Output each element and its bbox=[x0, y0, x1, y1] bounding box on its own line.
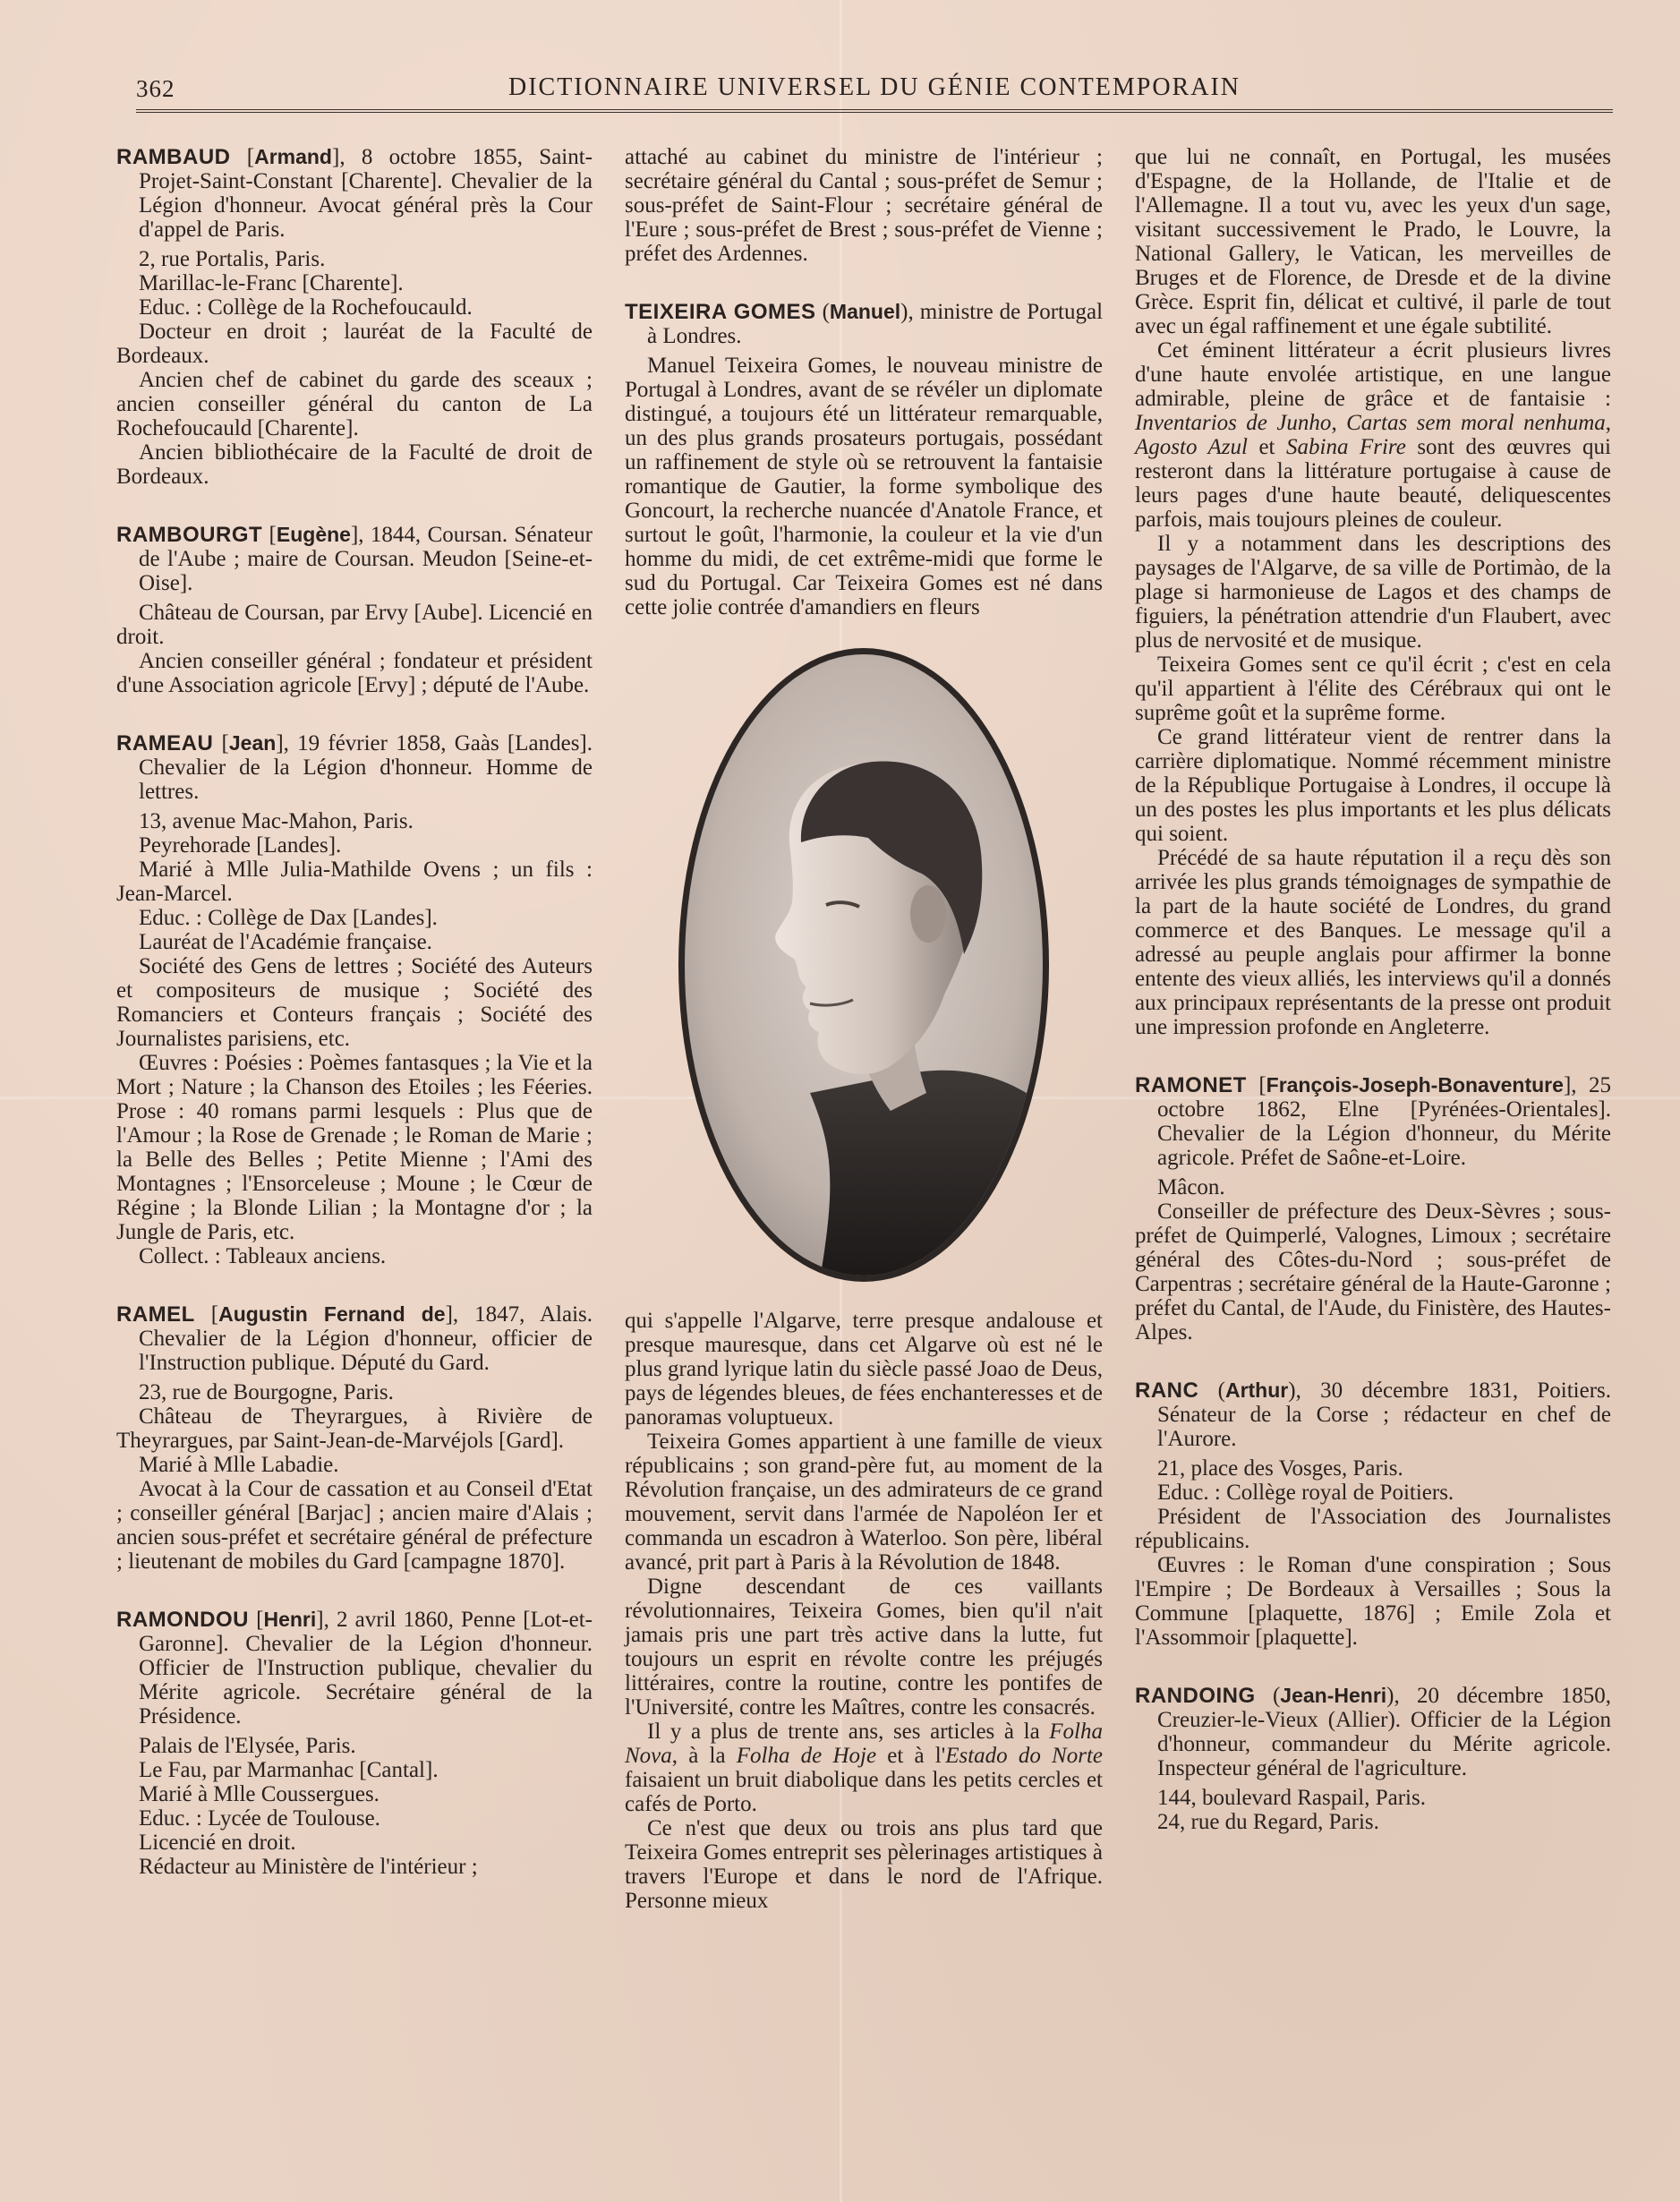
page-number: 362 bbox=[136, 75, 175, 102]
book-title: Sabina Frire bbox=[1286, 435, 1406, 459]
column-right bbox=[1135, 145, 1611, 1868]
entry-given-name: Augustin Fernand de bbox=[218, 1302, 446, 1326]
entry-heading: RAMBAUD [Armand], 8 octobre 1855, Saint-Projet-Saint-Constant [Charente]. Chevalier de la Légion d'honneur. Avocat général près la Cour d'appel de Paris. bbox=[116, 145, 593, 242]
text-run: sont des œuvres qui resteront dans la littérature portugaise à cause de leurs pages d'une haute beauté, deliquescentes parfois, mais toujours pleines de couleur. bbox=[1135, 435, 1611, 532]
text-run: Il y a plus de trente ans, ses articles à la bbox=[647, 1720, 1050, 1744]
entry-paragraph: Mâcon. bbox=[1157, 1175, 1225, 1199]
entry-teixeira-gomes bbox=[625, 300, 1103, 1296]
entry-name: RAMEAU bbox=[116, 731, 214, 755]
entry-paragraph: 144, boulevard Raspail, Paris. bbox=[1157, 1786, 1426, 1810]
running-title: DICTIONNAIRE UNIVERSEL DU GÉNIE CONTEMPORAIN bbox=[507, 73, 1241, 101]
entry-paragraph: Lauréat de l'Académie française. bbox=[139, 930, 432, 954]
entry-paragraph: Docteur en droit ; lauréat de la Faculté de Bordeaux. bbox=[116, 320, 593, 368]
entry-summary: , 1844, Coursan. Sénateur de l'Aube ; maire de Coursan. Meudon [Seine-et-Oise]. bbox=[139, 523, 593, 595]
entry-heading: RANDOING (Jean-Henri), 20 décembre 1850, Creuzier-le-Vieux (Allier). Officier de la Légion d'honneur, commandeur du Mérite agricole. Inspecteur général de l'agriculture. bbox=[1135, 1684, 1612, 1780]
entry-heading: RANC (Arthur), 30 décembre 1831, Poitiers. Sénateur de la Corse ; rédacteur en chef de l'Aurore. bbox=[1135, 1378, 1611, 1451]
entry-paragraph: Société des Gens de lettres ; Société des Auteurs et compositeurs de musique ; Société des Romanciers et Conteurs français ; Société des Journalistes parisiens, etc. bbox=[116, 954, 593, 1051]
entry-paragraph: Il y a notamment dans les descriptions des paysages de l'Algarve, de sa ville de Portimào, de la plage si harmonieuse de Lagos et des champs de figuiers, la pénétration attendrie d'un Flaubert, avec plus de nervosité et de musique. bbox=[1135, 532, 1611, 653]
entry-ramondou bbox=[116, 1608, 593, 1879]
entry-paragraph: Marié à Mlle Coussergues. bbox=[139, 1782, 379, 1806]
entry-name: RAMBAUD bbox=[116, 145, 231, 169]
entry-given-name: Armand bbox=[254, 145, 332, 168]
entry-given-name: Arthur bbox=[1224, 1378, 1289, 1402]
entry-paragraph: Ancien conseiller général ; fondateur et président d'une Association agricole [Ervy] ; député de l'Aube. bbox=[116, 649, 593, 697]
entry-paragraph: Palais de l'Elysée, Paris. bbox=[139, 1734, 356, 1758]
column-middle bbox=[625, 145, 1103, 1947]
entry-paragraph: Ce n'est que deux ou trois ans plus tard que Teixeira Gomes entreprit ses pèlerinages artistiques à travers l'Europe et dans le nord de l'Afrique. Personne mieux bbox=[625, 1816, 1103, 1913]
entry-paragraph: Digne descendant de ces vaillants révolutionnaires, Teixeira Gomes, bien qu'il n'ait jamais pris une part très active dans la lutte, fut toujours un esprit en révolte contre les préjugés littéraires, contre la routine, contre les pontifes de l'Université, contre les Maîtres, contre les consacrés. bbox=[625, 1575, 1103, 1720]
entry-given-name: Jean-Henri bbox=[1280, 1684, 1387, 1707]
entry-paragraph: 23, rue de Bourgogne, Paris. bbox=[139, 1380, 394, 1404]
entry-paragraph: Marié à Mlle Julia-Mathilde Ovens ; un fils : Jean-Marcel. bbox=[116, 858, 593, 906]
entry-heading: TEIXEIRA GOMES (Manuel), ministre de Portugal à Londres. bbox=[625, 300, 1104, 348]
entry-heading: RAMEAU [Jean], 19 février 1858, Gaàs [Landes]. Chevalier de la Légion d'honneur. Homme de lettres. bbox=[116, 731, 593, 804]
entry-paragraph: Educ. : Collège royal de Poitiers. bbox=[1157, 1481, 1454, 1505]
entry-paragraph: Licencié en droit. bbox=[139, 1831, 296, 1855]
coat-shape bbox=[810, 1071, 1052, 1284]
text-run: et bbox=[1247, 435, 1287, 459]
entry-paragraph: Œuvres : Poésies : Poèmes fantasques ; la Vie et la Mort ; Nature ; la Chanson des Etoiles ; les Féeries. Prose : 40 romans parmi lesquels : Plus que de l'Amour ; la Rose de Grenade ; le Roman de Marie ; la Belle des Belles ; Petite Mienne ; l'Ami des Montagnes ; l'Ensorceleuse ; Moune ; le Cœur de Régine ; la Blonde Lilian ; la Montagne d'or ; la Jungle de Paris, etc. bbox=[116, 1051, 593, 1244]
entry-name: TEIXEIRA GOMES bbox=[625, 300, 816, 324]
column-left bbox=[116, 145, 593, 1913]
entry-name: RAMEL bbox=[116, 1302, 195, 1327]
entry-name: RAMBOURGT bbox=[116, 523, 263, 547]
entry-paragraph: Educ. : Collège de Dax [Landes]. bbox=[139, 906, 438, 930]
entry-summary: , ministre de Portugal à Londres. bbox=[647, 300, 1104, 348]
entry-paragraph: Peyrehorade [Landes]. bbox=[139, 833, 342, 858]
entry-paragraph: qui s'appelle l'Algarve, terre presque andalouse et presque mauresque, dans cet Algarve où est né le plus grand lyrique latin du siècle passé Joao de Deus, pays de légendes bleues, de fées enchanteresses et de panoramas voluptueux. bbox=[625, 1309, 1103, 1430]
entry-given-name: Henri bbox=[263, 1608, 317, 1631]
entry-name: RAMONDOU bbox=[116, 1608, 249, 1632]
header-rule bbox=[136, 109, 1613, 113]
book-title: Cartas sem moral nenhuma bbox=[1346, 411, 1606, 435]
entry-paragraph: Teixeira Gomes appartient à une famille de vieux républicains ; son grand-père fut, au moment de la Révolution française, un des admirateurs de ce grand mouvement, servit dans l'armée de Napoléon Ier et commanda un escadron à Waterloo. Son père, libéral avancé, prit part à Paris à la Révolution de 1848. bbox=[625, 1430, 1103, 1575]
entry-paragraph: Œuvres : le Roman d'une conspiration ; Sous l'Empire ; De Bordeaux à Versailles ; Sous la Commune [plaquette, 1876] ; Emile Zola et l'Assommoir [plaquette]. bbox=[1135, 1553, 1611, 1650]
entry-rameau bbox=[116, 731, 593, 1268]
text-run: faisaient un bruit diabolique dans les petits cercles et cafés de Porto. bbox=[625, 1768, 1103, 1816]
entry-paragraph: Marillac-le-Franc [Charente]. bbox=[139, 271, 404, 295]
entry-summary: , 30 décembre 1831, Poitiers. Sénateur de la Corse ; rédacteur en chef de l'Aurore. bbox=[1157, 1378, 1611, 1451]
entry-paragraph: 13, avenue Mac-Mahon, Paris. bbox=[139, 809, 414, 833]
entry-paragraph: Ce grand littérateur vient de rentrer dans la carrière diplomatique. Nommé récemment ministre de la République Portugaise à Londres, il occupe là un des postes les plus importants et les plus délicats qui soient. bbox=[1135, 725, 1611, 846]
entry-paragraph: Château de Coursan, par Ervy [Aube]. Licencié en droit. bbox=[116, 601, 593, 649]
entry-paragraph: Président de l'Association des Journalistes républicains. bbox=[1135, 1505, 1611, 1553]
entry-ramel bbox=[116, 1302, 593, 1574]
entry-ramondou-continued bbox=[625, 145, 1103, 266]
entry-paragraph: Précédé de sa haute réputation il a reçu dès son arrivée les plus grands témoignages de sympathie de la part de la haute société de Londres, du grand commerce et des Banques. Le message qu'il a adressé au peuple anglais pour affirmer la bonne entente des vieux alliés, les interviews qu'il a donnés aux principaux représentants de la presse ont produit une impression profonde en Angleterre. bbox=[1135, 846, 1611, 1039]
entry-paragraph: Conseiller de préfecture des Deux-Sèvres ; sous-préfet de Quimperlé, Valognes, Limoux ; secrétaire général des Côtes-du-Nord ; sous-préfet de Carpentras ; secrétaire général de la Haute-Garonne ; préfet du Cantal, de l'Aude, du Finistère, des Hautes-Alpes. bbox=[1135, 1199, 1611, 1344]
entry-name: RANC bbox=[1135, 1378, 1199, 1403]
entry-rambaud bbox=[116, 145, 593, 489]
newspaper-title: Folha de Hoje bbox=[736, 1744, 877, 1768]
entry-paragraph: 2, rue Portalis, Paris. bbox=[139, 247, 326, 271]
entry-heading: RAMONDOU [Henri], 2 avril 1860, Penne [Lot-et-Garonne]. Chevalier de la Légion d'honneur. Officier de l'Instruction publique, chevalier du Mérite agricole. Secrétaire général de la Présidence. bbox=[116, 1608, 593, 1728]
entry-paragraph: Ancien chef de cabinet du garde des sceaux ; ancien conseiller général du canton de La Rochefoucauld [Charente]. bbox=[116, 368, 593, 440]
text-run: , bbox=[1331, 411, 1347, 435]
entry-teixeira-continued bbox=[625, 1309, 1103, 1913]
text-run: et à l' bbox=[876, 1744, 946, 1768]
entry-heading: RAMEL [Augustin Fernand de], 1847, Alais. Chevalier de la Légion d'honneur, officier de l'Instruction publique. Député du Gard. bbox=[116, 1302, 593, 1375]
entry-heading: RAMBOURGT [Eugène], 1844, Coursan. Sénateur de l'Aube ; maire de Coursan. Meudon [Seine-et-Oise]. bbox=[116, 523, 593, 595]
entry-paragraph: que lui ne connaît, en Portugal, les musées d'Espagne, de la Hollande, de l'Italie et de l'Allemagne. Il a tout vu, avec les yeux d'un sage, visitant successivement le Prado, le Louvre, la National Gallery, le Vatican, les merveilles de Bruges et de Florence, de Dresde et de la divine Grèce. Esprit fin, délicat et cultivé, il parle de tout avec un égal raffinement et une égale subtilité. bbox=[1135, 145, 1611, 338]
entry-paragraph: Marié à Mlle Labadie. bbox=[139, 1453, 339, 1477]
text-run: Cet éminent littérateur a écrit plusieurs livres d'une haute envolée artistique, en une langue admirable, pleine de grâce et de fantaisie : bbox=[1135, 338, 1611, 411]
entry-summary: , 2 avril 1860, Penne [Lot-et-Garonne]. Chevalier de la Légion d'honneur. Officier de l'Instruction publique, chevalier du Mérite agricole. Secrétaire général de la Présidence. bbox=[139, 1608, 593, 1728]
entry-rambourgt bbox=[116, 523, 593, 697]
entry-summary: , 19 février 1858, Gaàs [Landes]. Chevalier de la Légion d'honneur. Homme de lettres. bbox=[139, 731, 593, 804]
entry-paragraph: Teixeira Gomes sent ce qu'il écrit ; c'est en cela qu'il appartient à l'élite des Cérébraux qui ont le suprême goût et la suprême forme. bbox=[1135, 653, 1611, 725]
entry-paragraph bbox=[1135, 338, 1611, 532]
entry-paragraph: attaché au cabinet du ministre de l'intérieur ; secrétaire général du Cantal ; sous-préfet de Semur ; sous-préfet de Saint-Flour ; secrétaire général de l'Eure ; sous-préfet de Brest ; sous-préfet de Vienne ; préfet des Ardennes. bbox=[625, 145, 1103, 266]
entry-paragraph: Rédacteur au Ministère de l'intérieur ; bbox=[139, 1855, 478, 1879]
entry-paragraph: Avocat à la Cour de cassation et au Conseil d'Etat ; conseiller général [Barjac] ; ancien maire d'Alais ; ancien sous-préfet et secrétaire général de préfecture ; lieutenant de mobiles du Gard [campagne 1870]. bbox=[116, 1477, 593, 1574]
text-run: , à la bbox=[671, 1744, 737, 1768]
portrait-photo bbox=[676, 645, 1052, 1284]
entry-randoing bbox=[1135, 1684, 1611, 1834]
entry-summary: , 1847, Alais. Chevalier de la Légion d'honneur, officier de l'Instruction publique. Député du Gard. bbox=[139, 1302, 593, 1375]
entry-teixeira-continued-2 bbox=[1135, 145, 1611, 1039]
entry-paragraph: Manuel Teixeira Gomes, le nouveau ministre de Portugal à Londres, avant de se révéler un diplomate distingué, a toujours été un littérateur remarquable, un des plus grands prosateurs portugais, possédant un raffinement de style où se retrouvent la fantaisie romantique de Gautier, la forme symbolique des Goncourt, la recherche nuancée d'Anatole France, et surtout le goût, l'harmonie, la couleur et la vie d'un homme du midi, de cet extrême-midi que forme le sud du Portugal. Car Teixeira Gomes est né dans cette jolie contrée d'amandiers en fleurs bbox=[625, 354, 1103, 619]
entry-heading: RAMONET [François-Joseph-Bonaventure], 25 octobre 1862, Elne [Pyrénées-Orientales]. Chevalier de la Légion d'honneur, du Mérite agricole. Préfet de Saône-et-Loire. bbox=[1135, 1073, 1611, 1170]
entry-summary: , 8 octobre 1855, Saint-Projet-Saint-Constant [Charente]. Chevalier de la Légion d'honneur. Avocat général près la Cour d'appel de Paris. bbox=[139, 145, 593, 242]
entry-name: RANDOING bbox=[1135, 1684, 1256, 1708]
entry-summary: , 25 octobre 1862, Elne [Pyrénées-Orientales]. Chevalier de la Légion d'honneur, du Mérite agricole. Préfet de Saône-et-Loire. bbox=[1157, 1073, 1611, 1170]
entry-paragraph: 21, place des Vosges, Paris. bbox=[1157, 1456, 1403, 1481]
entry-paragraph: Ancien bibliothécaire de la Faculté de droit de Bordeaux. bbox=[116, 440, 593, 489]
entry-ramonet bbox=[1135, 1073, 1611, 1344]
entry-paragraph: Collect. : Tableaux anciens. bbox=[139, 1244, 387, 1268]
entry-paragraph: 24, rue du Regard, Paris. bbox=[1157, 1810, 1379, 1834]
newspaper-title: Estado do Norte bbox=[945, 1744, 1103, 1768]
entry-summary: , 20 décembre 1850, Creuzier-le-Vieux (Allier). Officier de la Légion d'honneur, commandeur du Mérite agricole. Inspecteur général de l'agriculture. bbox=[1157, 1684, 1612, 1780]
book-title: Inventarios de Junho bbox=[1135, 411, 1332, 435]
book-title: Agosto Azul bbox=[1135, 435, 1248, 459]
portrait-frame bbox=[625, 634, 1103, 1296]
entry-given-name: François-Joseph-Bonaventure bbox=[1266, 1073, 1564, 1097]
text-run: , bbox=[1605, 411, 1612, 435]
page-header bbox=[136, 72, 1613, 115]
newspaper-title: Folha Nova bbox=[625, 1720, 1103, 1768]
entry-paragraph bbox=[625, 1720, 1103, 1816]
entry-ranc bbox=[1135, 1378, 1611, 1650]
entry-paragraph: Educ. : Collège de la Rochefoucauld. bbox=[139, 295, 473, 320]
entry-given-name: Manuel bbox=[829, 300, 901, 323]
entry-paragraph: Le Fau, par Marmanhac [Cantal]. bbox=[139, 1758, 439, 1782]
entry-paragraph: Château de Theyrargues, à Rivière de Theyrargues, par Saint-Jean-de-Marvéjols [Gard]. bbox=[116, 1404, 593, 1453]
entry-given-name: Jean bbox=[228, 731, 277, 755]
entry-name: RAMONET bbox=[1135, 1073, 1247, 1097]
entry-paragraph: Educ. : Lycée de Toulouse. bbox=[139, 1806, 380, 1831]
entry-given-name: Eugène bbox=[276, 523, 351, 546]
